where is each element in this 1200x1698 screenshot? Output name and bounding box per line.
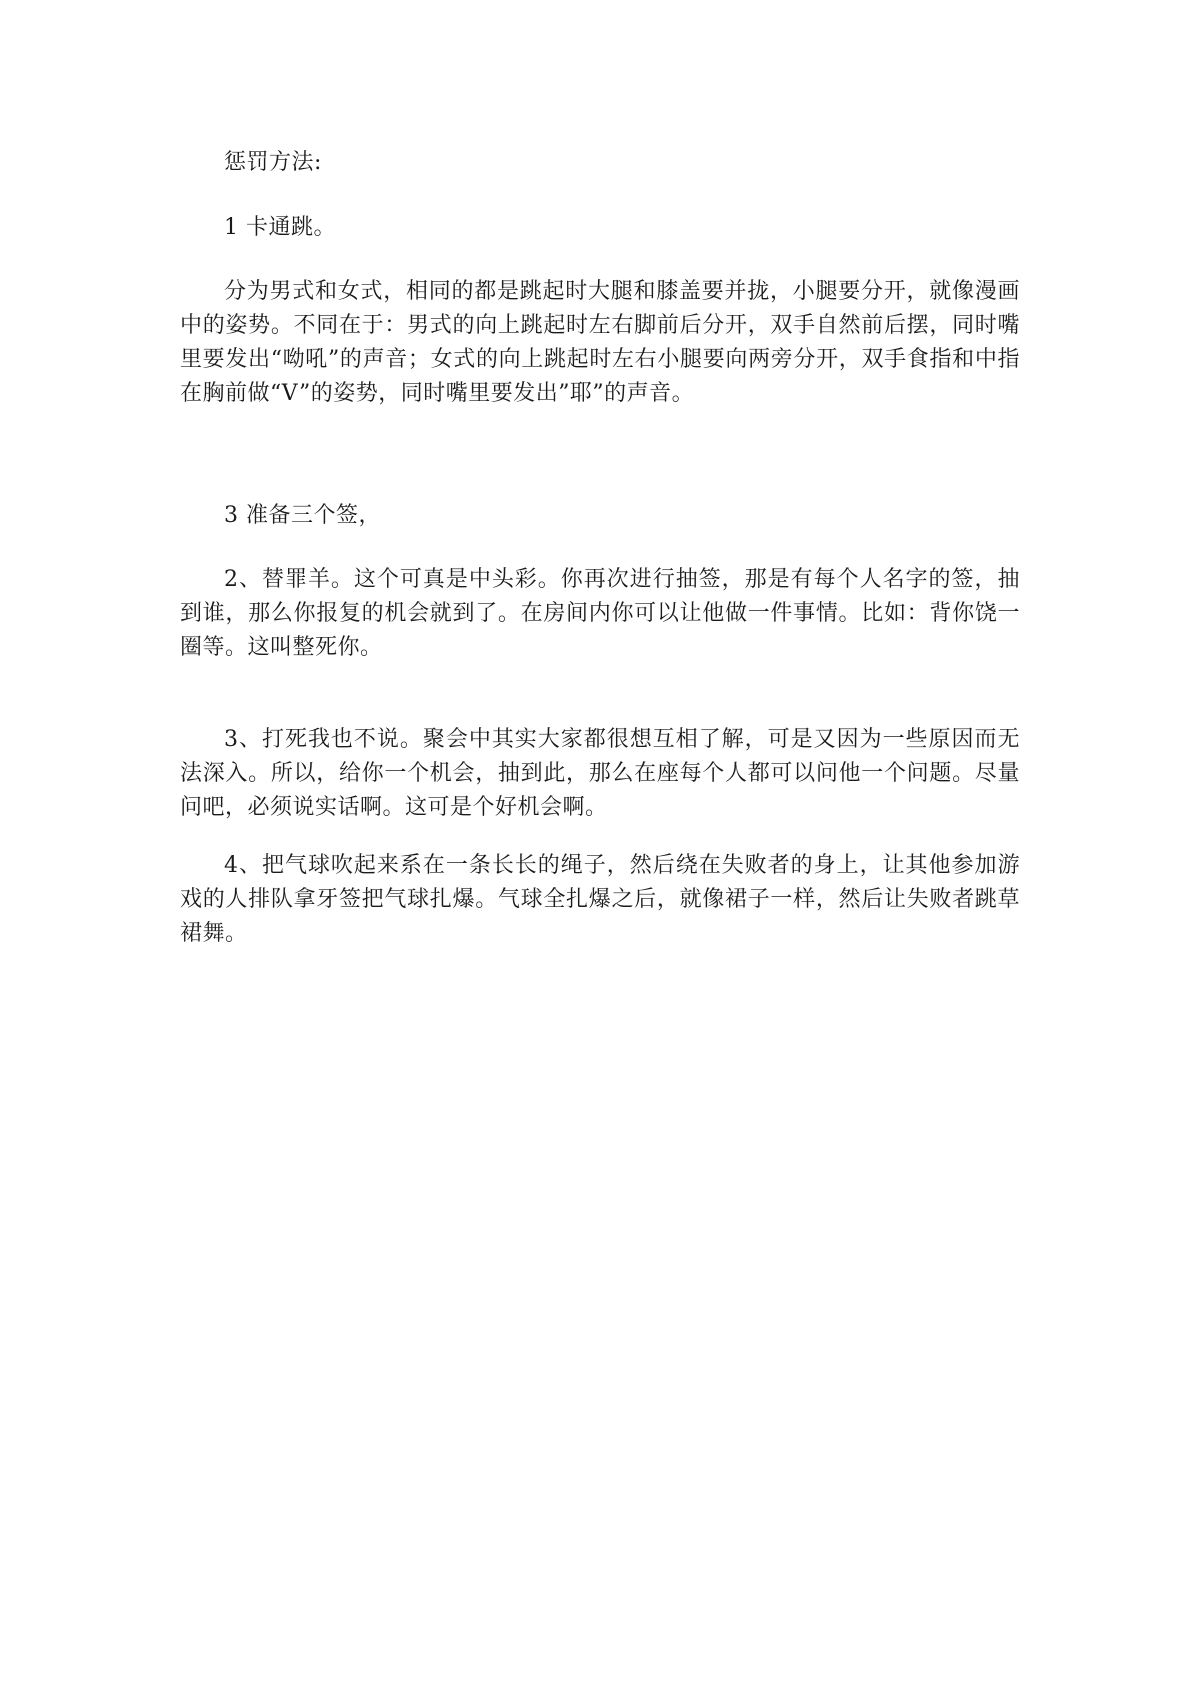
item-2-paragraph: 2、替罪羊。这个可真是中头彩。你再次进行抽签，那是有每个人名字的签，抽到谁，那么你报复的机会就到了。在房间内你可以让他做一件事情。比如：背你饶一圈等。这叫整死你。 bbox=[180, 567, 1020, 660]
item-1-title: 1 卡通跳。 bbox=[224, 215, 336, 240]
item-3-paragraph: 3、打死我也不说。聚会中其实大家都很想互相了解，可是又因为一些原因而无法深入。所以，给你一个机会，抽到此，那么在座每个人都可以问他一个问题。尽量问吧，必须说实话啊。这可是个好机会啊。 bbox=[180, 727, 1020, 820]
item-3-title: 3 准备三个签， bbox=[224, 503, 381, 528]
section-heading: 惩罚方法: bbox=[224, 150, 322, 175]
item-4-paragraph: 4、把气球吹起来系在一条长长的绳子，然后绕在失败者的身上，让其他参加游戏的人排队拿牙签把气球扎爆。气球全扎爆之后，就像裙子一样，然后让失败者跳草裙舞。 bbox=[180, 853, 1020, 946]
item-1-description: 分为男式和女式，相同的都是跳起时大腿和膝盖要并拢，小腿要分开，就像漫画中的姿势。不同在于：男式的向上跳起时左右脚前后分开，双手自然前后摆，同时嘴里要发出“呦吼”的声音；女式的向上跳起时左右小腿要向两旁分开，双手食指和中指在胸前做“V”的姿势，同时嘴里要发出”耶”的声音。 bbox=[180, 279, 1020, 406]
